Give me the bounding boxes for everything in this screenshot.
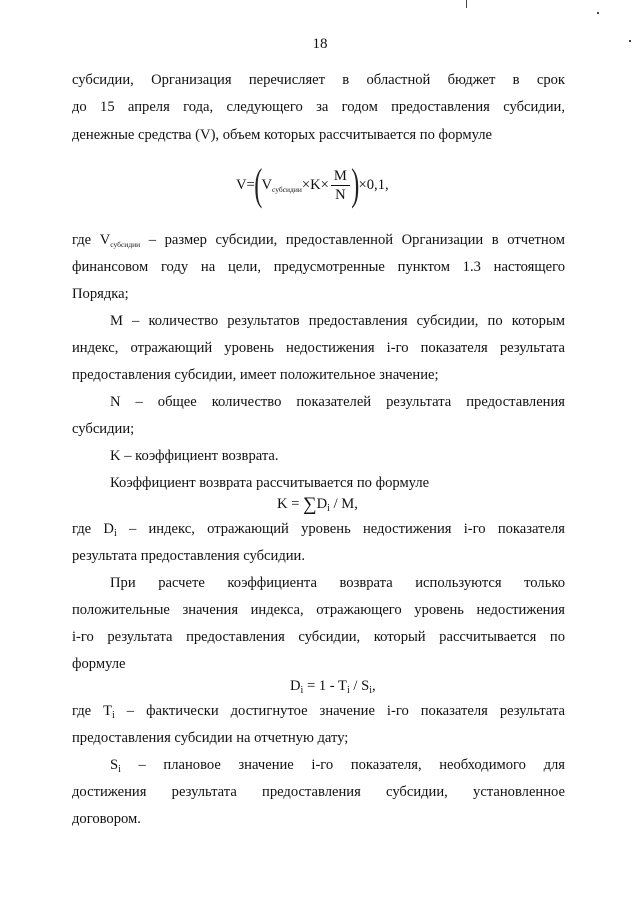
paragraph-line: $S_i$ – плановое значение i-го показателя, необходимого для xyxy=(110,757,565,775)
formula-v-term: $V_{субсидии}$ xyxy=(261,176,302,194)
scan-mark-dot xyxy=(597,12,599,14)
paragraph-line: Порядка; xyxy=(72,286,129,302)
paragraph-line: субсидии, Организация перечисляет в областной бюджет в срок xyxy=(72,72,565,88)
paragraph-line: N – общее количество показателей результата предоставления xyxy=(110,394,565,410)
left-paren: ( xyxy=(254,160,263,209)
fraction-denominator: N xyxy=(335,186,346,203)
paragraph-line: K – коэффициент возврата. xyxy=(110,448,279,464)
paragraph-line: положительные значения индекса, отражающего уровень недостижения xyxy=(72,602,565,618)
paragraph-line: субсидии; xyxy=(72,421,135,437)
paragraph-line: результата предоставления субсидии. xyxy=(72,548,306,564)
formula-k: $K = \sum D_i / M$, xyxy=(277,494,358,515)
fraction-m-over-n xyxy=(331,167,350,204)
paragraph-line: денежные средства (V), объем которых рассчитывается по формуле xyxy=(72,127,493,143)
formula-d: $D_i = 1 - T_i / S_i$, xyxy=(290,678,376,696)
formula-v-lhs: V= xyxy=(236,176,255,193)
paragraph-line: где $V_{субсидии}$ – размер субсидии, предоставленной Организации в отчетном xyxy=(72,232,565,249)
paragraph-line: М – количество результатов предоставления субсидии, по которым xyxy=(110,313,565,329)
paragraph-line: договором. xyxy=(72,811,141,827)
paragraph-line: индекс, отражающий уровень недостижения i-го показателя результата xyxy=(72,340,565,356)
paragraph-line: финансовом году на цели, предусмотренные пунктом 1.3 настоящего xyxy=(72,259,565,275)
paragraph-line: i-го результата предоставления субсидии, который рассчитывается по xyxy=(72,629,565,645)
fraction-numerator: M xyxy=(331,167,350,186)
paragraph-line: предоставления субсидии на отчетную дату; xyxy=(72,730,349,746)
paragraph-line: достижения результата предоставления субсидии, установленное xyxy=(72,784,565,800)
formula-v-tail: ×0,1, xyxy=(358,176,389,193)
paragraph-line: где $T_i$ – фактически достигнутое значение i-го показателя результата xyxy=(72,703,565,721)
paragraph-line: предоставления субсидии, имеет положительное значение; xyxy=(72,367,439,383)
paragraph-line: до 15 апреля года, следующего за годом предоставления субсидии, xyxy=(72,99,565,115)
scan-mark-top xyxy=(466,0,467,8)
paragraph-line: формуле xyxy=(72,656,126,672)
paragraph-line: При расчете коэффициента возврата используются только xyxy=(110,575,565,591)
page-number: 18 xyxy=(312,36,328,52)
right-paren: ) xyxy=(351,160,360,209)
formula-v xyxy=(236,160,389,210)
formula-v-times-k: ×K× xyxy=(301,176,329,193)
paragraph-line: Коэффициент возврата рассчитывается по формуле xyxy=(110,475,430,491)
paragraph-line: где $D_i$ – индекс, отражающий уровень недостижения i-го показателя xyxy=(72,521,565,539)
